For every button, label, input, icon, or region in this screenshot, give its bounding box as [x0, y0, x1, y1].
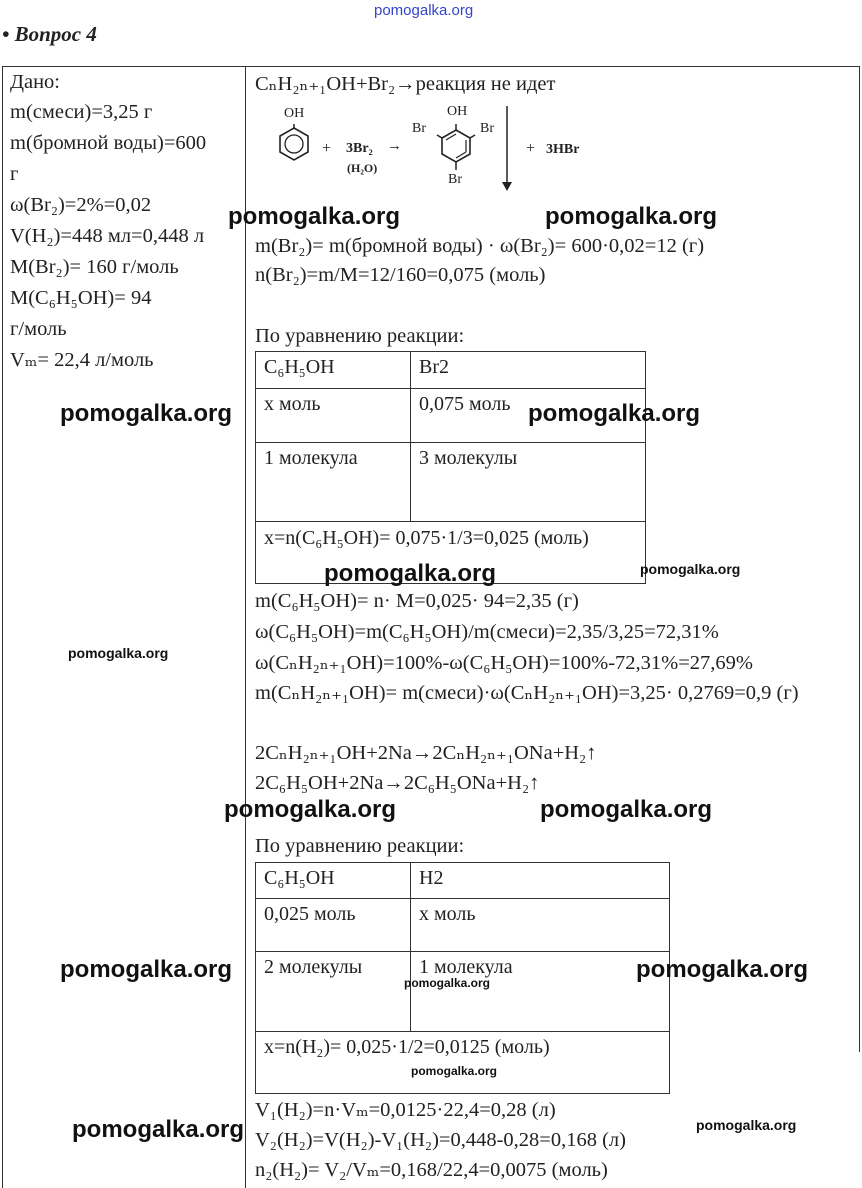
given-header: Дано: — [10, 71, 60, 93]
watermark-text: pomogalka.org — [640, 561, 741, 577]
watermark-text: pomogalka.org — [228, 203, 401, 230]
question-title: • Вопрос 4 — [2, 22, 97, 46]
calc-line: m(C₆H₅OH)= n· M=0,025· 94=2,35 (г) — [255, 590, 579, 612]
phenol-ring-icon — [276, 124, 312, 168]
calc-line: ω(CₙH₂ₙ₊₁OH)=100%-ω(C₆H₅OH)=100%-72,31%=27,69% — [255, 652, 754, 674]
site-header[interactable]: pomogalka.org — [374, 2, 474, 19]
watermark-text: pomogalka.org — [411, 1064, 498, 1078]
plus-2: + — [526, 140, 536, 157]
table-cell: х моль — [411, 899, 670, 952]
table-result: x=n(C₆H₅OH)= 0,075·1/3=0,025 (моль) — [256, 522, 646, 584]
given-line: V(H₂)=448 мл=0,448 л — [10, 225, 205, 247]
watermark-text: pomogalka.org — [68, 645, 169, 661]
given-line: Vₘ= 22,4 л/моль — [10, 349, 154, 371]
watermark-text: pomogalka.org — [636, 956, 809, 983]
br-label: Br — [412, 121, 426, 136]
frame-left — [2, 66, 3, 1188]
reagent-br2: 3Br₂ — [346, 141, 373, 156]
reaction-1: CₙH₂ₙ₊₁OH+Br₂→реакция не идет — [255, 73, 556, 95]
frame-divider — [245, 66, 246, 1188]
frame-right — [859, 66, 860, 1052]
reaction-arrow: → — [387, 138, 402, 154]
table-cell: H2 — [411, 863, 670, 899]
reaction-line: 2C₆H₅OH+2Na→2C₆H₅ONa+H₂↑ — [255, 772, 540, 794]
plus-1: + — [322, 140, 332, 157]
table-result: x=n(H₂)= 0,025·1/2=0,0125 (моль) — [256, 1032, 670, 1094]
condition-water: (H₂O) — [347, 161, 378, 175]
product-hbr: 3HBr — [546, 142, 580, 157]
calc-line: m(CₙH₂ₙ₊₁OH)= m(смеси)·ω(CₙH₂ₙ₊₁OH)=3,25· 0,2769=0,9 (г) — [255, 682, 799, 704]
watermark-text: pomogalka.org — [60, 400, 233, 427]
reaction-line: 2CₙH₂ₙ₊₁OH+2Na→2CₙH₂ₙ₊₁ONa+H₂↑ — [255, 742, 597, 764]
br-label: Br — [480, 121, 494, 136]
table-caption: По уравнению реакции: — [255, 835, 465, 857]
watermark-text: pomogalka.org — [540, 796, 713, 823]
table-cell: 1 молекула — [256, 443, 411, 522]
calc-line: n(Br₂)=m/M=12/160=0,075 (моль) — [255, 264, 546, 286]
calc-line: n₂(H₂)= V₂/Vₘ=0,168/22,4=0,0075 (моль) — [255, 1159, 608, 1181]
table-caption: По уравнению реакции: — [255, 325, 465, 347]
watermark-text: pomogalka.org — [60, 956, 233, 983]
frame-top — [2, 66, 860, 67]
watermark-text: pomogalka.org — [545, 203, 718, 230]
table-cell: 0,025 моль — [256, 899, 411, 952]
ratio-table-1 — [255, 351, 646, 584]
table-cell: C₆H₅OH — [256, 352, 411, 389]
given-line: m(бромной воды)=600 — [10, 132, 207, 154]
given-line: M(Br₂)= 160 г/моль — [10, 256, 179, 278]
table-cell: 2 молекулы — [256, 952, 411, 1032]
calc-line: m(Br₂)= m(бромной воды) · ω(Br₂)= 600·0,02=12 (г) — [255, 235, 705, 257]
calc-line: V₂(H₂)=V(H₂)-V₁(H₂)=0,448-0,28=0,168 (л) — [255, 1129, 626, 1151]
given-line: ω(Br₂)=2%=0,02 — [10, 194, 152, 216]
given-line: m(смеси)=3,25 г — [10, 101, 153, 123]
watermark-text: pomogalka.org — [696, 1117, 797, 1133]
oh-label-right: OH — [447, 104, 468, 119]
table-cell: х моль — [256, 389, 411, 443]
given-line: г — [10, 163, 19, 185]
table-cell: 1 молекула — [411, 952, 670, 1032]
watermark-text: pomogalka.org — [404, 976, 491, 990]
oh-label-left: OH — [284, 106, 305, 121]
watermark-text: pomogalka.org — [72, 1116, 245, 1143]
calc-line: V₁(H₂)=n·Vₘ=0,0125·22,4=0,28 (л) — [255, 1099, 556, 1121]
table-cell: 0,075 моль — [411, 389, 646, 443]
precipitate-arrow-icon — [500, 106, 514, 192]
table-cell: Br2 — [411, 352, 646, 389]
watermark-text: pomogalka.org — [528, 400, 701, 427]
table-cell: C₆H₅OH — [256, 863, 411, 899]
br-label: Br — [448, 172, 462, 187]
calc-line: ω(C₆H₅OH)=m(C₆H₅OH)/m(смеси)=2,35/3,25=72,31% — [255, 621, 719, 643]
watermark-text: pomogalka.org — [324, 560, 497, 587]
watermark-text: pomogalka.org — [224, 796, 397, 823]
given-line: M(C₆H₅OH)= 94 — [10, 287, 152, 309]
given-line: г/моль — [10, 318, 67, 340]
table-cell: 3 молекулы — [411, 443, 646, 522]
